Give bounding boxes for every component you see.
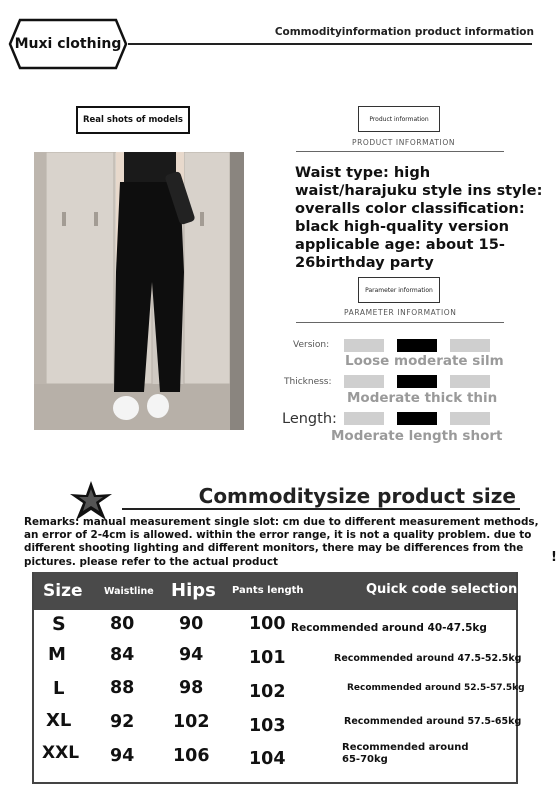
recommendation-cell: Recommended around 40-47.5kg bbox=[291, 622, 487, 634]
waist-cell: 80 bbox=[110, 614, 135, 634]
parameter-information-badge: Parameter information bbox=[358, 277, 440, 303]
recommendation-cell: Recommended around 57.5-65kg bbox=[344, 716, 522, 727]
thickness-options: Moderate thick thin bbox=[347, 390, 498, 406]
recommendation-cell: Recommended around 47.5-52.5kg bbox=[334, 653, 522, 664]
product-information-caption: PRODUCT INFORMATION bbox=[352, 138, 456, 147]
size-cell: L bbox=[53, 678, 65, 699]
length-options: Moderate length short bbox=[331, 428, 503, 444]
size-remarks: Remarks: manual measurement single slot: cm due to different measurement methods, an error of 2-4cm is allowed. within the error range, it is not a quality problem. due to different shooting lighting and different monitors, there may be differences from the pictures. please refer to the actual product bbox=[24, 516, 539, 568]
version-selected-swatch bbox=[397, 339, 437, 352]
waist-cell: 92 bbox=[110, 712, 135, 732]
waist-cell: 84 bbox=[110, 645, 135, 665]
size-cell: XXL bbox=[42, 743, 80, 763]
hips-cell: 94 bbox=[179, 645, 204, 665]
thickness-label: Thickness: bbox=[284, 377, 332, 387]
size-section-title: Commoditysize product size bbox=[198, 484, 516, 508]
header-waistline: Waistline bbox=[104, 586, 154, 597]
header-size: Size bbox=[43, 581, 83, 601]
exclamation-mark: ! bbox=[551, 550, 557, 565]
length-cell: 103 bbox=[249, 716, 286, 736]
length-cell: 104 bbox=[249, 749, 286, 769]
waist-cell: 88 bbox=[110, 678, 135, 698]
parameter-information-caption: PARAMETER INFORMATION bbox=[344, 308, 457, 317]
model-photo bbox=[34, 152, 244, 430]
size-title-divider bbox=[122, 508, 520, 510]
length-cell: 101 bbox=[249, 648, 286, 668]
thickness-option-swatch bbox=[450, 375, 490, 388]
version-option-swatch bbox=[344, 339, 384, 352]
thickness-option-swatch bbox=[344, 375, 384, 388]
hips-cell: 98 bbox=[179, 678, 204, 698]
real-shots-label: Real shots of models bbox=[76, 106, 190, 134]
header-pants-length: Pants length bbox=[232, 585, 304, 596]
header-hips: Hips bbox=[171, 580, 216, 601]
product-description: Waist type: high waist/harajuku style ins style: overalls color classification: black high-quality version applicable age: about 15-26birthday party bbox=[295, 164, 543, 271]
size-cell: M bbox=[48, 644, 66, 665]
length-option-swatch bbox=[344, 412, 384, 425]
header-title: Commodityinformation product information bbox=[274, 26, 534, 38]
header-divider bbox=[128, 43, 532, 45]
length-option-swatch bbox=[450, 412, 490, 425]
length-cell: 102 bbox=[249, 682, 286, 702]
size-cell: XL bbox=[46, 710, 72, 731]
thickness-selected-swatch bbox=[397, 375, 437, 388]
brand-name: Muxi clothing bbox=[14, 36, 122, 52]
length-label: Length: bbox=[282, 411, 337, 427]
recommendation-cell: Recommended around 52.5-57.5kg bbox=[347, 683, 525, 693]
hips-cell: 106 bbox=[173, 746, 210, 766]
recommendation-cell: Recommended around 65-70kg bbox=[342, 742, 469, 765]
hips-cell: 90 bbox=[179, 614, 204, 634]
product-information-rule bbox=[296, 151, 504, 152]
version-options: Loose moderate silm bbox=[345, 353, 504, 369]
length-cell: 100 bbox=[249, 614, 286, 634]
length-selected-swatch bbox=[397, 412, 437, 425]
hips-cell: 102 bbox=[173, 712, 210, 732]
version-option-swatch bbox=[450, 339, 490, 352]
header-quick-code: Quick code selection bbox=[366, 582, 518, 597]
waist-cell: 94 bbox=[110, 746, 135, 766]
parameter-information-rule bbox=[296, 322, 504, 323]
version-label: Version: bbox=[293, 340, 330, 350]
size-cell: S bbox=[52, 613, 66, 635]
product-information-badge: Product information bbox=[358, 106, 440, 132]
